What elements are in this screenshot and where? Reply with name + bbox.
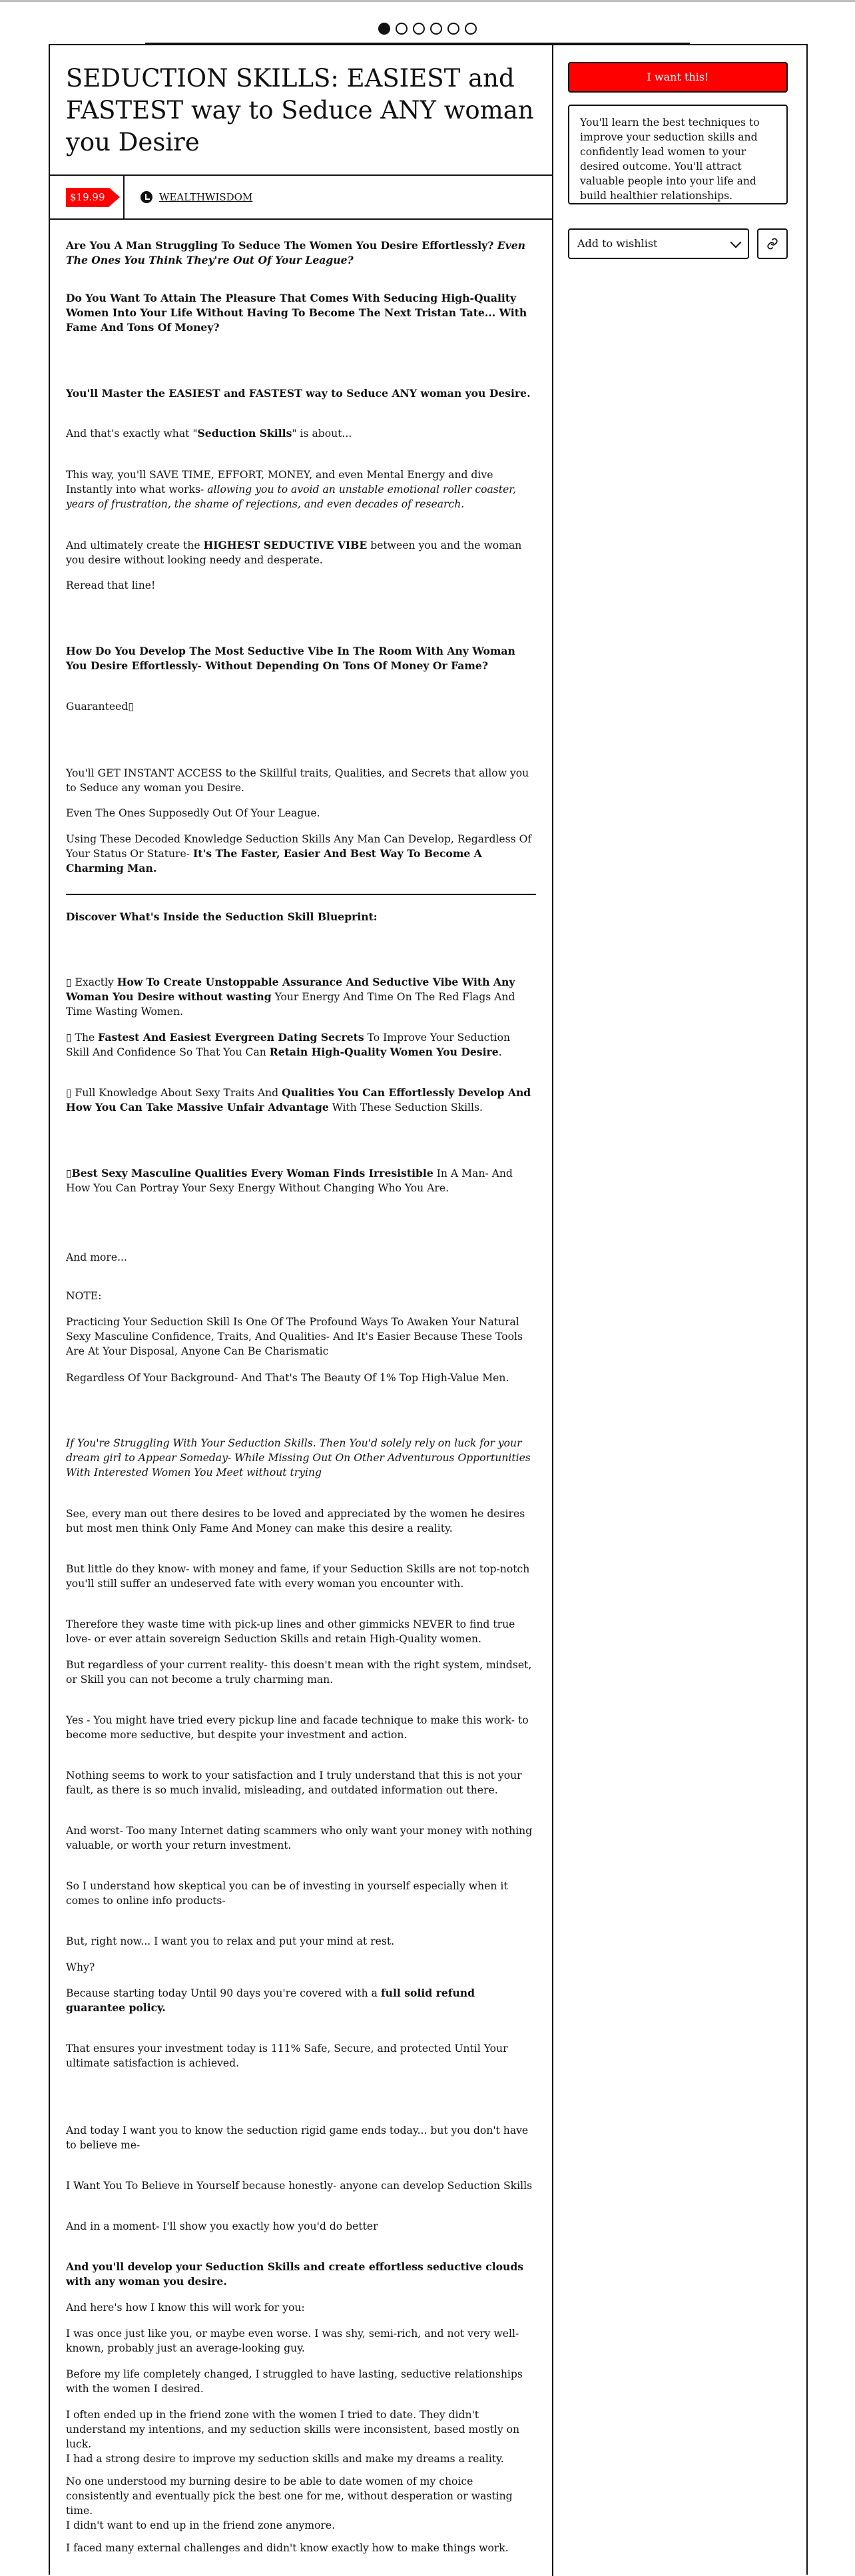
chevron-down-icon	[730, 237, 742, 248]
description-paragraph: Before my life completely changed, I struggled to have lasting, seductive relationships with the women I desired.	[66, 2368, 523, 2395]
price-tag: $19.99	[66, 188, 109, 207]
description-paragraph: I Want You To Believe in Yourself because honestly- anyone can develop Seduction Skills	[66, 2180, 533, 2192]
description-paragraph: And here's how I know this will work for you:	[66, 2302, 305, 2314]
price-row	[50, 176, 552, 220]
description-paragraph: Yes - You might have tried every pickup line and facade technique to make this work- to become more seductive, but despite your investment and action.	[66, 1714, 529, 1741]
description-paragraph: I often ended up in the friend zone with the women I tried to date. They didn't understand my intentions, and my seduction skills were inconsistent, based mostly on luck.	[66, 2409, 520, 2450]
description-paragraph: How Do You Develop The Most Seductive Vibe In The Room With Any Woman You Desire Effortlessly- Without Depending On Tons Of Money Or Fame?	[66, 645, 515, 672]
creator-name: WEALTHWISDOM	[159, 191, 253, 203]
description-paragraph: Regardless Of Your Background- And That's The Beauty Of 1% Top High-Value Men.	[66, 1372, 509, 1384]
description-paragraph: I had a strong desire to improve my seduction skills and make my dreams a reality.	[66, 2453, 504, 2465]
carousel-dot[interactable]	[413, 23, 425, 35]
description-paragraph: And in a moment- I'll show you exactly how you'd do better	[66, 2220, 378, 2232]
description-paragraph: Why?	[66, 1961, 95, 1973]
description-paragraph: But little do they know- with money and fame, if your Seduction Skills are not top-notch you'll still suffer an undeserved fate with every woman you encounter with.	[66, 1563, 530, 1590]
description-paragraph: Practicing Your Seduction Skill Is One Of The Profound Ways To Awaken Your Natural Sexy Masculine Confidence, Traits, And Qualities- And It's Easier Because These Tools Are At Your Disposal, Anyone Can Be Charismatic	[66, 1316, 523, 1357]
product-description	[50, 220, 552, 2555]
description-paragraph: So I understand how skeptical you can be of investing in yourself especially when it comes to online info products-	[66, 1880, 508, 1907]
creator-link[interactable]	[125, 191, 252, 203]
carousel-dot[interactable]	[465, 23, 477, 35]
description-paragraph: NOTE:	[66, 1290, 102, 1302]
add-to-wishlist-select[interactable]	[568, 228, 749, 259]
description-paragraph: ▯ Full Knowledge About Sexy Traits And Qualities You Can Effortlessly Develop And How You Can Take Massive Unfair Advantage With These Seduction Skills.	[66, 1086, 531, 1114]
description-paragraph: Reread that line!	[66, 579, 156, 591]
description-paragraph: ▯ Exactly How To Create Unstoppable Assurance And Seductive Vibe With Any Woman You Desire without wasting Your Energy And Time On The Red Flags And Time Wasting Women.	[66, 976, 515, 1018]
product-main	[50, 45, 553, 2576]
description-paragraph: And worst- Too many Internet dating scammers who only want your money with nothing valuable, or worth your return investment.	[66, 1825, 533, 1851]
price-cell	[50, 176, 125, 218]
description-paragraph: Nothing seems to work to your satisfaction and I truly understand that this is not your fault, as there is so much invalid, misleading, and outdated information out there.	[66, 1770, 522, 1796]
description-paragraph: I was once just like you, or maybe even worse. I was shy, semi-rich, and not very well-known, probably just an average-looking guy.	[66, 2328, 519, 2354]
description-paragraph: Using These Decoded Knowledge Seduction Skills Any Man Can Develop, Regardless Of Your Status Or Stature- It's The Faster, Easier And Best Way To Become A Charming Man.	[66, 833, 532, 874]
purchase-sidebar	[552, 45, 808, 2576]
i-want-this-button[interactable]: I want this!	[568, 62, 788, 93]
description-paragraph: Do You Want To Attain The Pleasure That Comes With Seducing High-Quality Women Into Your Life Without Having To Become The Next Tristan Tate... With Fame And Tons Of Money?	[66, 292, 527, 334]
description-paragraph: Because starting today Until 90 days you're covered with a full solid refund guarantee policy.	[66, 1987, 475, 2014]
description-paragraph: And you'll develop your Seduction Skills and create effortless seductive clouds with any woman you desire.	[66, 2260, 524, 2288]
description-paragraph: I didn't want to end up in the friend zone anymore.	[66, 2519, 336, 2531]
section-divider	[66, 894, 536, 895]
wishlist-label: Add to wishlist	[577, 237, 658, 250]
description-paragraph: No one understood my burning desire to be able to date women of my choice consistently and eventually pick the best one for me, without desperation or wasting time.	[66, 2475, 513, 2517]
description-paragraph: But regardless of your current reality- this doesn't mean with the right system, mindset, or Skill you can not become a truly charming man.	[66, 1659, 532, 1686]
carousel-dot[interactable]	[430, 23, 442, 35]
description-paragraph: If You're Struggling With Your Seduction Skills. Then You'd solely rely on luck for your dream girl to Appear Someday- While Missing Out On Other Adventurous Opportunities With Interested Women You Meet without trying	[66, 1437, 531, 1478]
copy-link-button[interactable]	[757, 228, 788, 259]
description-paragraph: Are You A Man Struggling To Seduce The Women You Desire Effortlessly? Even The Ones You Think They're Out Of Your League?	[66, 239, 525, 266]
carousel-pagination	[0, 23, 855, 35]
carousel-dot[interactable]	[396, 23, 408, 35]
carousel-dot[interactable]	[447, 23, 459, 35]
carousel-dot[interactable]	[378, 23, 390, 35]
description-paragraph: I faced many external challenges and didn't know exactly how to make things work.	[66, 2542, 509, 2554]
description-paragraph: This way, you'll SAVE TIME, EFFORT, MONEY, and even Mental Energy and dive Instantly into what works- allowing you to avoid an unstable emotional roller coaster, years of frustration, the shame of rejections, and even decades of research.	[66, 469, 516, 510]
description-paragraph: You'll Master the EASIEST and FASTEST way to Seduce ANY woman you Desire.	[66, 387, 531, 400]
product-title: SEDUCTION SKILLS: EASIEST and FASTEST way to Seduce ANY woman you Desire	[50, 45, 552, 176]
description-paragraph: ▯Best Sexy Masculine Qualities Every Woman Finds Irresistible In A Man- And How You Can Portray Your Sexy Energy Without Changing Who You Are.	[66, 1167, 513, 1194]
description-paragraph: Discover What's Inside the Seduction Skill Blueprint:	[66, 910, 378, 923]
description-paragraph: And ultimately create the HIGHEST SEDUCTIVE VIBE between you and the woman you desire without looking needy and desperate.	[66, 539, 522, 566]
description-paragraph: Even The Ones Supposedly Out Of Your League.	[66, 807, 320, 819]
link-icon	[766, 238, 778, 250]
description-paragraph: That ensures your investment today is 111% Safe, Secure, and protected Until Your ultimate satisfaction is achieved.	[66, 2043, 508, 2069]
description-paragraph: And today I want you to know the seduction rigid game ends today... but you don't have to believe me-	[66, 2124, 529, 2151]
creator-avatar-icon	[141, 191, 152, 203]
description-paragraph: Therefore they waste time with pick-up lines and other gimmicks NEVER to find true love- or ever attain sovereign Seduction Skills and retain High-Quality women.	[66, 1618, 515, 1645]
description-paragraph: But, right now... I want you to relax and put your mind at rest.	[66, 1935, 395, 1947]
description-paragraph: See, every man out there desires to be loved and appreciated by the women he desires but most men think Only Fame And Money can make this desire a reality.	[66, 1508, 525, 1534]
product-summary: You'll learn the best techniques to improve your seduction skills and confidently lead women to your desired outcome. You'll attract valuable people into your life and build healthier relationships.	[568, 105, 788, 204]
description-paragraph: ▯ The Fastest And Easiest Evergreen Dating Secrets To Improve Your Seduction Skill And Confidence So That You Can Retain High-Quality Women You Desire.	[66, 1031, 511, 1058]
top-border	[0, 0, 855, 2]
product-card	[49, 44, 808, 2575]
description-paragraph: And more...	[66, 1251, 127, 1263]
description-paragraph: You'll GET INSTANT ACCESS to the Skillful traits, Qualities, and Secrets that allow you to Seduce any woman you Desire.	[66, 767, 529, 794]
description-paragraph: Guaranteed▯	[66, 701, 134, 713]
description-paragraph: And that's exactly what "Seduction Skills" is about...	[66, 427, 352, 440]
